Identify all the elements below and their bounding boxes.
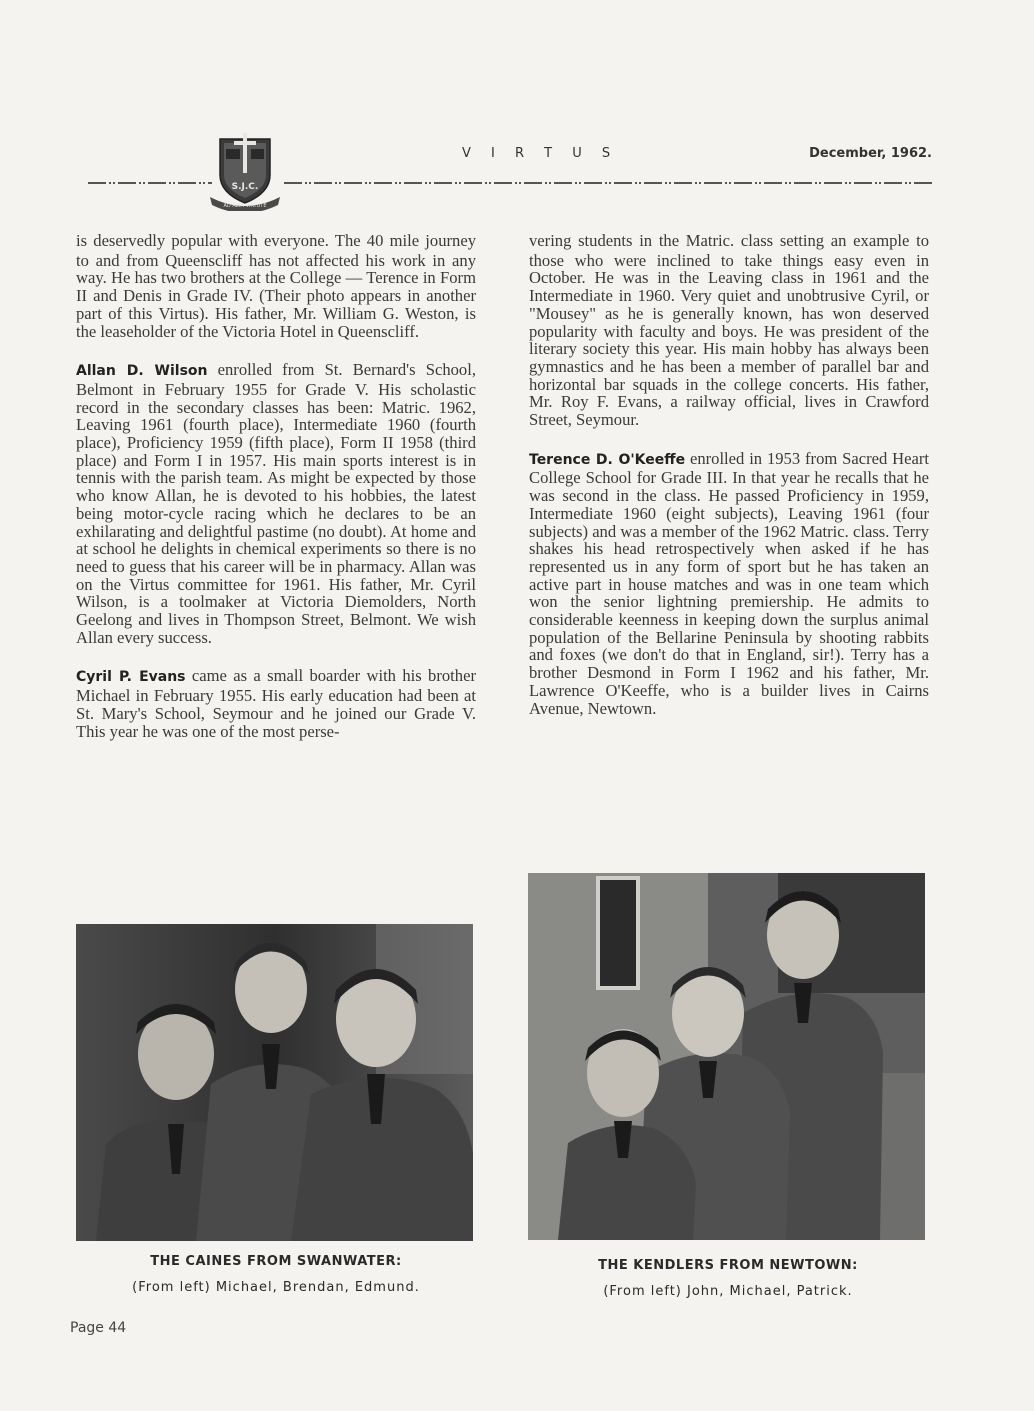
caption-names: (From left) John, Michael, Patrick. bbox=[603, 1284, 853, 1299]
photo-kendlers-brothers bbox=[528, 873, 925, 1240]
photo-caines-brothers bbox=[76, 924, 473, 1241]
caption-left bbox=[76, 1254, 476, 1295]
paragraph: vering students in the Matric. class setting an example to those who were inclined to take things easy even in October. He was in the Leaving class in 1961 and the Intermediate in 1960. Very quiet and unobtrusive Cyril, or "Mousey" as he is generally known, has won deserved popularity with faculty and boys. He was president of the literary society this year. His main hobby has always been gymnastics and he has been a member of parallel bar and horizontal bar squads in the college concerts. His father, Mr. Roy F. Evans, a railway official, lives in Crawford Street, Seymour. bbox=[529, 231, 929, 430]
college-crest bbox=[206, 131, 284, 211]
paragraph: Cyril P. Evans came as a small boarder with his brother Michael in February 1955. His early education had been at St. Mary's School, Seymour and he joined our Grade V. This year he was one of the most perse- bbox=[76, 666, 476, 741]
caption-title: THE CAINES FROM SWANWATER: bbox=[150, 1254, 402, 1269]
masthead-title: V I R T U S bbox=[462, 146, 619, 161]
student-name: Cyril P. Evans bbox=[76, 669, 186, 686]
student-name: Allan D. Wilson bbox=[76, 363, 208, 380]
paragraph: Allan D. Wilson enrolled from St. Bernard's School, Belmont in February 1955 for Grade V. His scholastic record in the secondary classes has been: Matric. 1962, Leaving 1961 (fourth place), Intermediate 1960 (fourth place), Proficiency 1959 (fifth place), Form II 1958 (third place) and Form I in 1957. His main sports interest is in tennis with the parish team. As might be expected by those who know Allan, he is devoted to his hobbies, the latest being motor-cycle racing which he declares to be an exhilarating and delightful pastime (no doubt). At home and at school he delights in chemical experiments so there is no need to guess that his career will be in pharmacy. Allan was on the Virtus committee for 1961. His father, Mr. Cyril Wilson, is a toolmaker at Victoria Diemolders, North Geelong and lives in Thompson Street, Belmont. We wish Allan every success. bbox=[76, 360, 476, 647]
text-column-right bbox=[529, 232, 929, 738]
caption-title: THE KENDLERS FROM NEWTOWN: bbox=[598, 1258, 858, 1273]
caption-right bbox=[528, 1258, 928, 1299]
student-name: Terence D. O'Keeffe bbox=[529, 451, 686, 468]
caption-names: (From left) Michael, Brendan, Edmund. bbox=[132, 1280, 420, 1295]
header-rule-left bbox=[88, 181, 212, 185]
paragraph: Terence D. O'Keeffe enrolled in 1953 from Sacred Heart College School for Grade III. In that year he recalls that he was second in the class. He passed Proficiency in 1959, Intermediate 1960 (eight subjects), Leaving 1961 (four subjects) and was a member of the 1962 Matric. class. Terry shakes his head retrospectively when asked if he has represented us in any form of sport but he has taken an active part in house matches and was in one team which won the senior lightning premiership. He admits to considerable keenness in keeping down the surplus animal population of the Bellarine Peninsula by shooting rabbits and foxes (we don't do that in England, sir!). Terry has a brother Desmond in Form I 1962 and his father, Mr. Lawrence O'Keeffe, who is a builder lives in Cairns Avenue, Newtown. bbox=[529, 448, 929, 718]
text-column-left bbox=[76, 232, 476, 761]
crest-initials: S.J.C. bbox=[231, 182, 259, 192]
issue-date: December, 1962. bbox=[809, 146, 932, 161]
paragraph: is deservedly popular with everyone. The 40 mile journey to and from Queenscliff has not affected his work in any way. He has two brothers at the College — Terence in Form II and Denis in Grade IV. (Their photo appears in another part of this Virtus). His father, Mr. William G. Weston, is the leaseholder of the Victoria Hotel in Queenscliff. bbox=[76, 231, 476, 341]
page-number: Page 44 bbox=[70, 1320, 127, 1336]
header-rule-right bbox=[284, 181, 932, 185]
crest-motto: AD ALTA VIRTUTE bbox=[223, 203, 267, 209]
